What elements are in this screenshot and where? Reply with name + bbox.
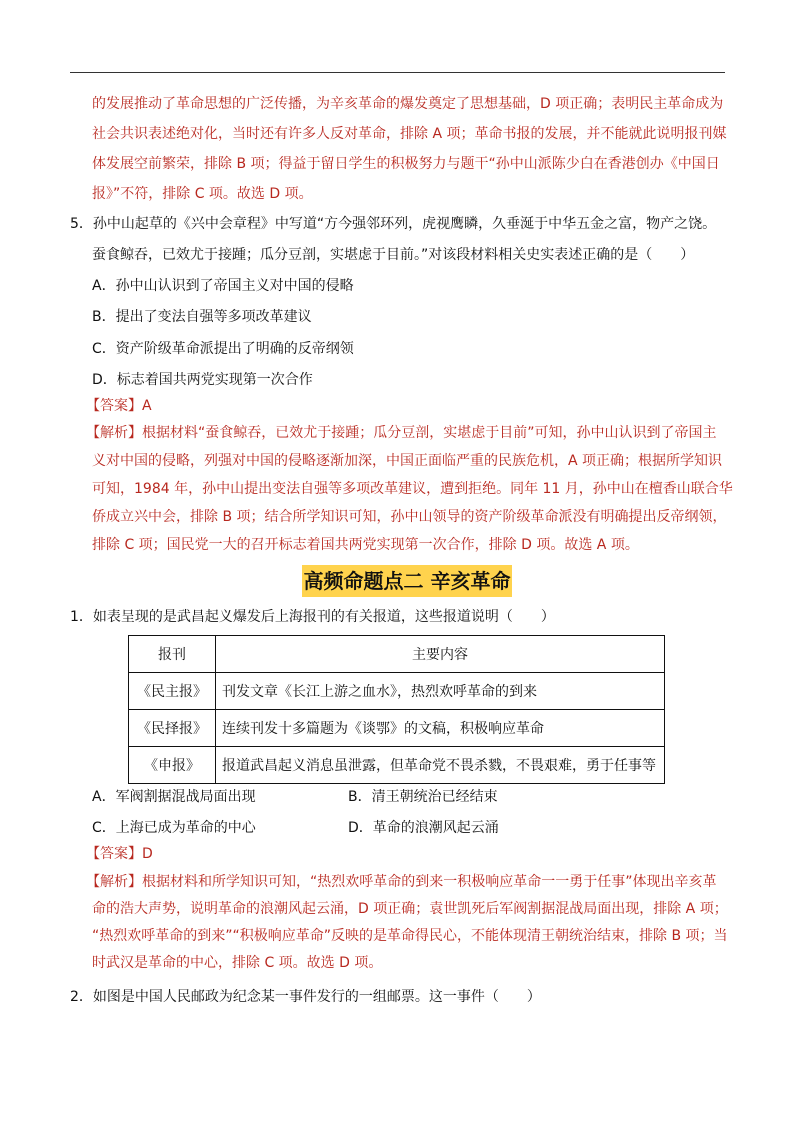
answer-value: A	[142, 398, 152, 414]
answer-line	[86, 844, 153, 864]
explanation-line: “热烈欢呼革命的到来”“积极响应革命”反映的是革命得民心，不能体现清王朝统治结束，排除 B 项；当	[92, 928, 728, 944]
answer-line	[86, 396, 152, 416]
table-cell: 《民主报》	[129, 673, 216, 710]
table-cell: 报道武昌起义消息虽泄露，但革命党不畏杀戮，不畏艰难，勇于任事等	[216, 747, 665, 784]
table-row	[129, 747, 665, 784]
option-d: D．标志着国共两党实现第一次合作	[92, 372, 313, 388]
option-b: B．清王朝统治已经结束	[348, 789, 498, 805]
table-cell: 连续刊发十多篇题为《谈鄂》的文稿，积极响应革命	[216, 710, 665, 747]
explanation-line: 义对中国的侵略，列强对中国的侵略逐渐加深，中国正面临严重的民族危机，A 项正确；根据所学知识	[92, 453, 723, 469]
table-header: 报刊	[129, 636, 216, 673]
option-a: A．军阀割据混战局面出现	[92, 789, 256, 805]
explanation-line: 命的浩大声势，说明革命的浪潮风起云涌，D 项正确；袁世凯死后军阀割据混战局面出现，排除 A 项；	[92, 901, 728, 917]
table-header-row	[129, 636, 665, 673]
table-cell: 《民择报》	[129, 710, 216, 747]
table-cell: 刊发文章《长江上游之血水》，热烈欢呼革命的到来	[216, 673, 665, 710]
option-c: C．资产阶级革命派提出了明确的反帝纲领	[92, 341, 354, 357]
explanation-text: 根据材料和所学知识可知，“热烈欢呼革命的到来一积极响应革命一一勇于任事”体现出辛亥革	[142, 874, 717, 890]
explanation-line: 可知，1984 年，孙中山提出变法自强等多项改革建议，遭到拒绝。同年 11 月，孙中山在檀香山联合华	[92, 481, 733, 497]
explanation-line: 体发展空前繁荣，排除 B 项；得益于留日学生的积极努力与题干“孙中山派陈少白在香港创办《中国日	[92, 156, 720, 172]
option-b: B．提出了变法自强等多项改革建议	[92, 309, 312, 325]
section-heading: 高频命题点二 辛亥革命	[302, 565, 512, 597]
newspaper-table	[128, 635, 665, 784]
table-row	[129, 673, 665, 710]
explanation-line: 社会共识表述绝对化，当时还有许多人反对革命，排除 A 项；革命书报的发展，并不能就此说明报刊媒	[92, 126, 727, 142]
question-stem: 1．如表呈现的是武昌起义爆发后上海报刊的有关报道，这些报道说明（ ）	[70, 609, 555, 625]
header-rule	[70, 72, 725, 73]
answer-value: D	[142, 846, 153, 862]
answer-label: 【答案】	[86, 846, 142, 862]
explanation-line: 排除 C 项；国民党一大的召开标志着国共两党实现第一次合作，排除 D 项。故选 A 项。	[92, 537, 639, 553]
table-header: 主要内容	[216, 636, 665, 673]
explanation-label: 【解析】	[86, 425, 142, 441]
explanation-text: 根据材料“蚕食鲸吞，已效尤于接踵；瓜分豆剖，实堪虑于目前”可知，孙中山认识到了帝国主	[142, 425, 717, 441]
explanation-line: 时武汉是革命的中心，排除 C 项。故选 D 项。	[92, 955, 383, 971]
option-a: A．孙中山认识到了帝国主义对中国的侵略	[92, 278, 354, 294]
question-2-stem: 2．如图是中国人民邮政为纪念某一事件发行的一组邮票。这一事件（ ）	[70, 989, 541, 1005]
table-row	[129, 710, 665, 747]
question-stem: 5．孙中山起草的《兴中会章程》中写道“方今强邻环列，虎视鹰瞵，久垂涎于中华五金之富，物产之饶。	[70, 216, 717, 232]
explanation-line	[86, 872, 717, 892]
explanation-line: 侨成立兴中会，排除 B 项；结合所学知识可知，孙中山领导的资产阶级革命派没有明确提出反帝纲领，	[92, 509, 727, 525]
explanation-line	[86, 423, 717, 443]
question-stem: 蚕食鲸吞，已效尤于接踵；瓜分豆剖，实堪虑于目前。”对该段材料相关史实表述正确的是（ ）	[92, 247, 695, 263]
explanation-line: 报》”不符，排除 C 项。故选 D 项。	[92, 186, 313, 202]
table-cell: 《申报》	[129, 747, 216, 784]
option-d: D．革命的浪潮风起云涌	[348, 820, 499, 836]
answer-label: 【答案】	[86, 398, 142, 414]
option-c: C．上海已成为革命的中心	[92, 820, 256, 836]
explanation-label: 【解析】	[86, 874, 142, 890]
explanation-line: 的发展推动了革命思想的广泛传播，为辛亥革命的爆发奠定了思想基础，D 项正确；表明民主革命成为	[92, 96, 724, 112]
